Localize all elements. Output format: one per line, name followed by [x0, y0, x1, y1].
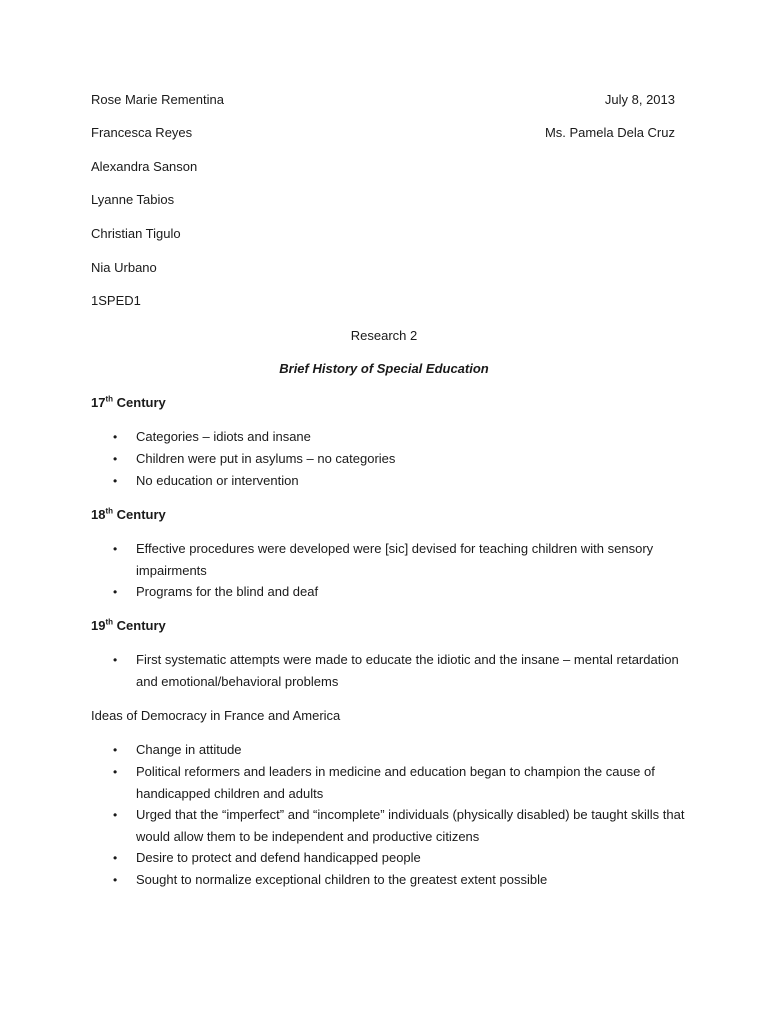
heading-word: Century [116, 507, 166, 522]
list-item: Categories – idiots and insane [136, 429, 311, 444]
section-heading-18th [91, 507, 166, 523]
document-label: Research 2 [350, 328, 418, 343]
ideas-heading: Ideas of Democracy in France and America [91, 708, 341, 723]
student-name-5: Christian Tigulo [91, 226, 181, 241]
bullet-icon: • [113, 873, 118, 887]
section-heading-19th [91, 618, 166, 634]
bullet-icon: • [113, 765, 118, 779]
heading-suffix: th [105, 617, 114, 627]
list-item: Children were put in asylums – no categories [136, 451, 396, 466]
bullet-icon: • [113, 743, 118, 757]
heading-suffix: th [105, 506, 114, 516]
list-item: Change in attitude [136, 742, 242, 757]
heading-suffix: th [105, 394, 114, 404]
bullet-icon: • [113, 430, 118, 444]
student-name-3: Alexandra Sanson [91, 159, 198, 174]
bullet-icon: • [113, 474, 118, 488]
list-item: Effective procedures were developed were [sic] devised for teaching children with sensory impairments [136, 541, 654, 578]
heading-word: Century [116, 618, 166, 633]
list-item: Desire to protect and defend handicapped people [136, 850, 421, 865]
student-name-1: Rose Marie Rementina [91, 92, 224, 107]
bullet-icon: • [113, 585, 118, 599]
document-date: July 8, 2013 [604, 92, 675, 107]
student-name-2: Francesca Reyes [91, 125, 193, 140]
bullet-icon: • [113, 542, 118, 556]
list-item: Political reformers and leaders in medicine and education began to champion the cause of handicapped children and adults [136, 764, 655, 801]
student-name-6: Nia Urbano [91, 260, 157, 275]
heading-number: 17 [91, 395, 106, 410]
teacher-name: Ms. Pamela Dela Cruz [544, 125, 675, 140]
heading-word: Century [116, 395, 166, 410]
bullet-icon: • [113, 452, 118, 466]
student-name-4: Lyanne Tabios [91, 192, 175, 207]
bullet-icon: • [113, 808, 118, 822]
heading-number: 18 [91, 507, 106, 522]
bullet-icon: • [113, 851, 118, 865]
section-heading-17th [91, 395, 166, 411]
document-title: Brief History of Special Education [279, 361, 489, 376]
section-code: 1SPED1 [91, 293, 141, 308]
list-item: No education or intervention [136, 473, 299, 488]
bullet-icon: • [113, 653, 118, 667]
list-item: First systematic attempts were made to educate the idiotic and the insane – mental retardation and emotional/behavioral problems [136, 652, 679, 689]
heading-number: 19 [91, 618, 106, 633]
list-item: Programs for the blind and deaf [136, 584, 319, 599]
list-item: Sought to normalize exceptional children to the greatest extent possible [136, 872, 548, 887]
list-item: Urged that the “imperfect” and “incomplete” individuals (physically disabled) be taught skills that would allow them to be independent and productive citizens [136, 807, 685, 844]
